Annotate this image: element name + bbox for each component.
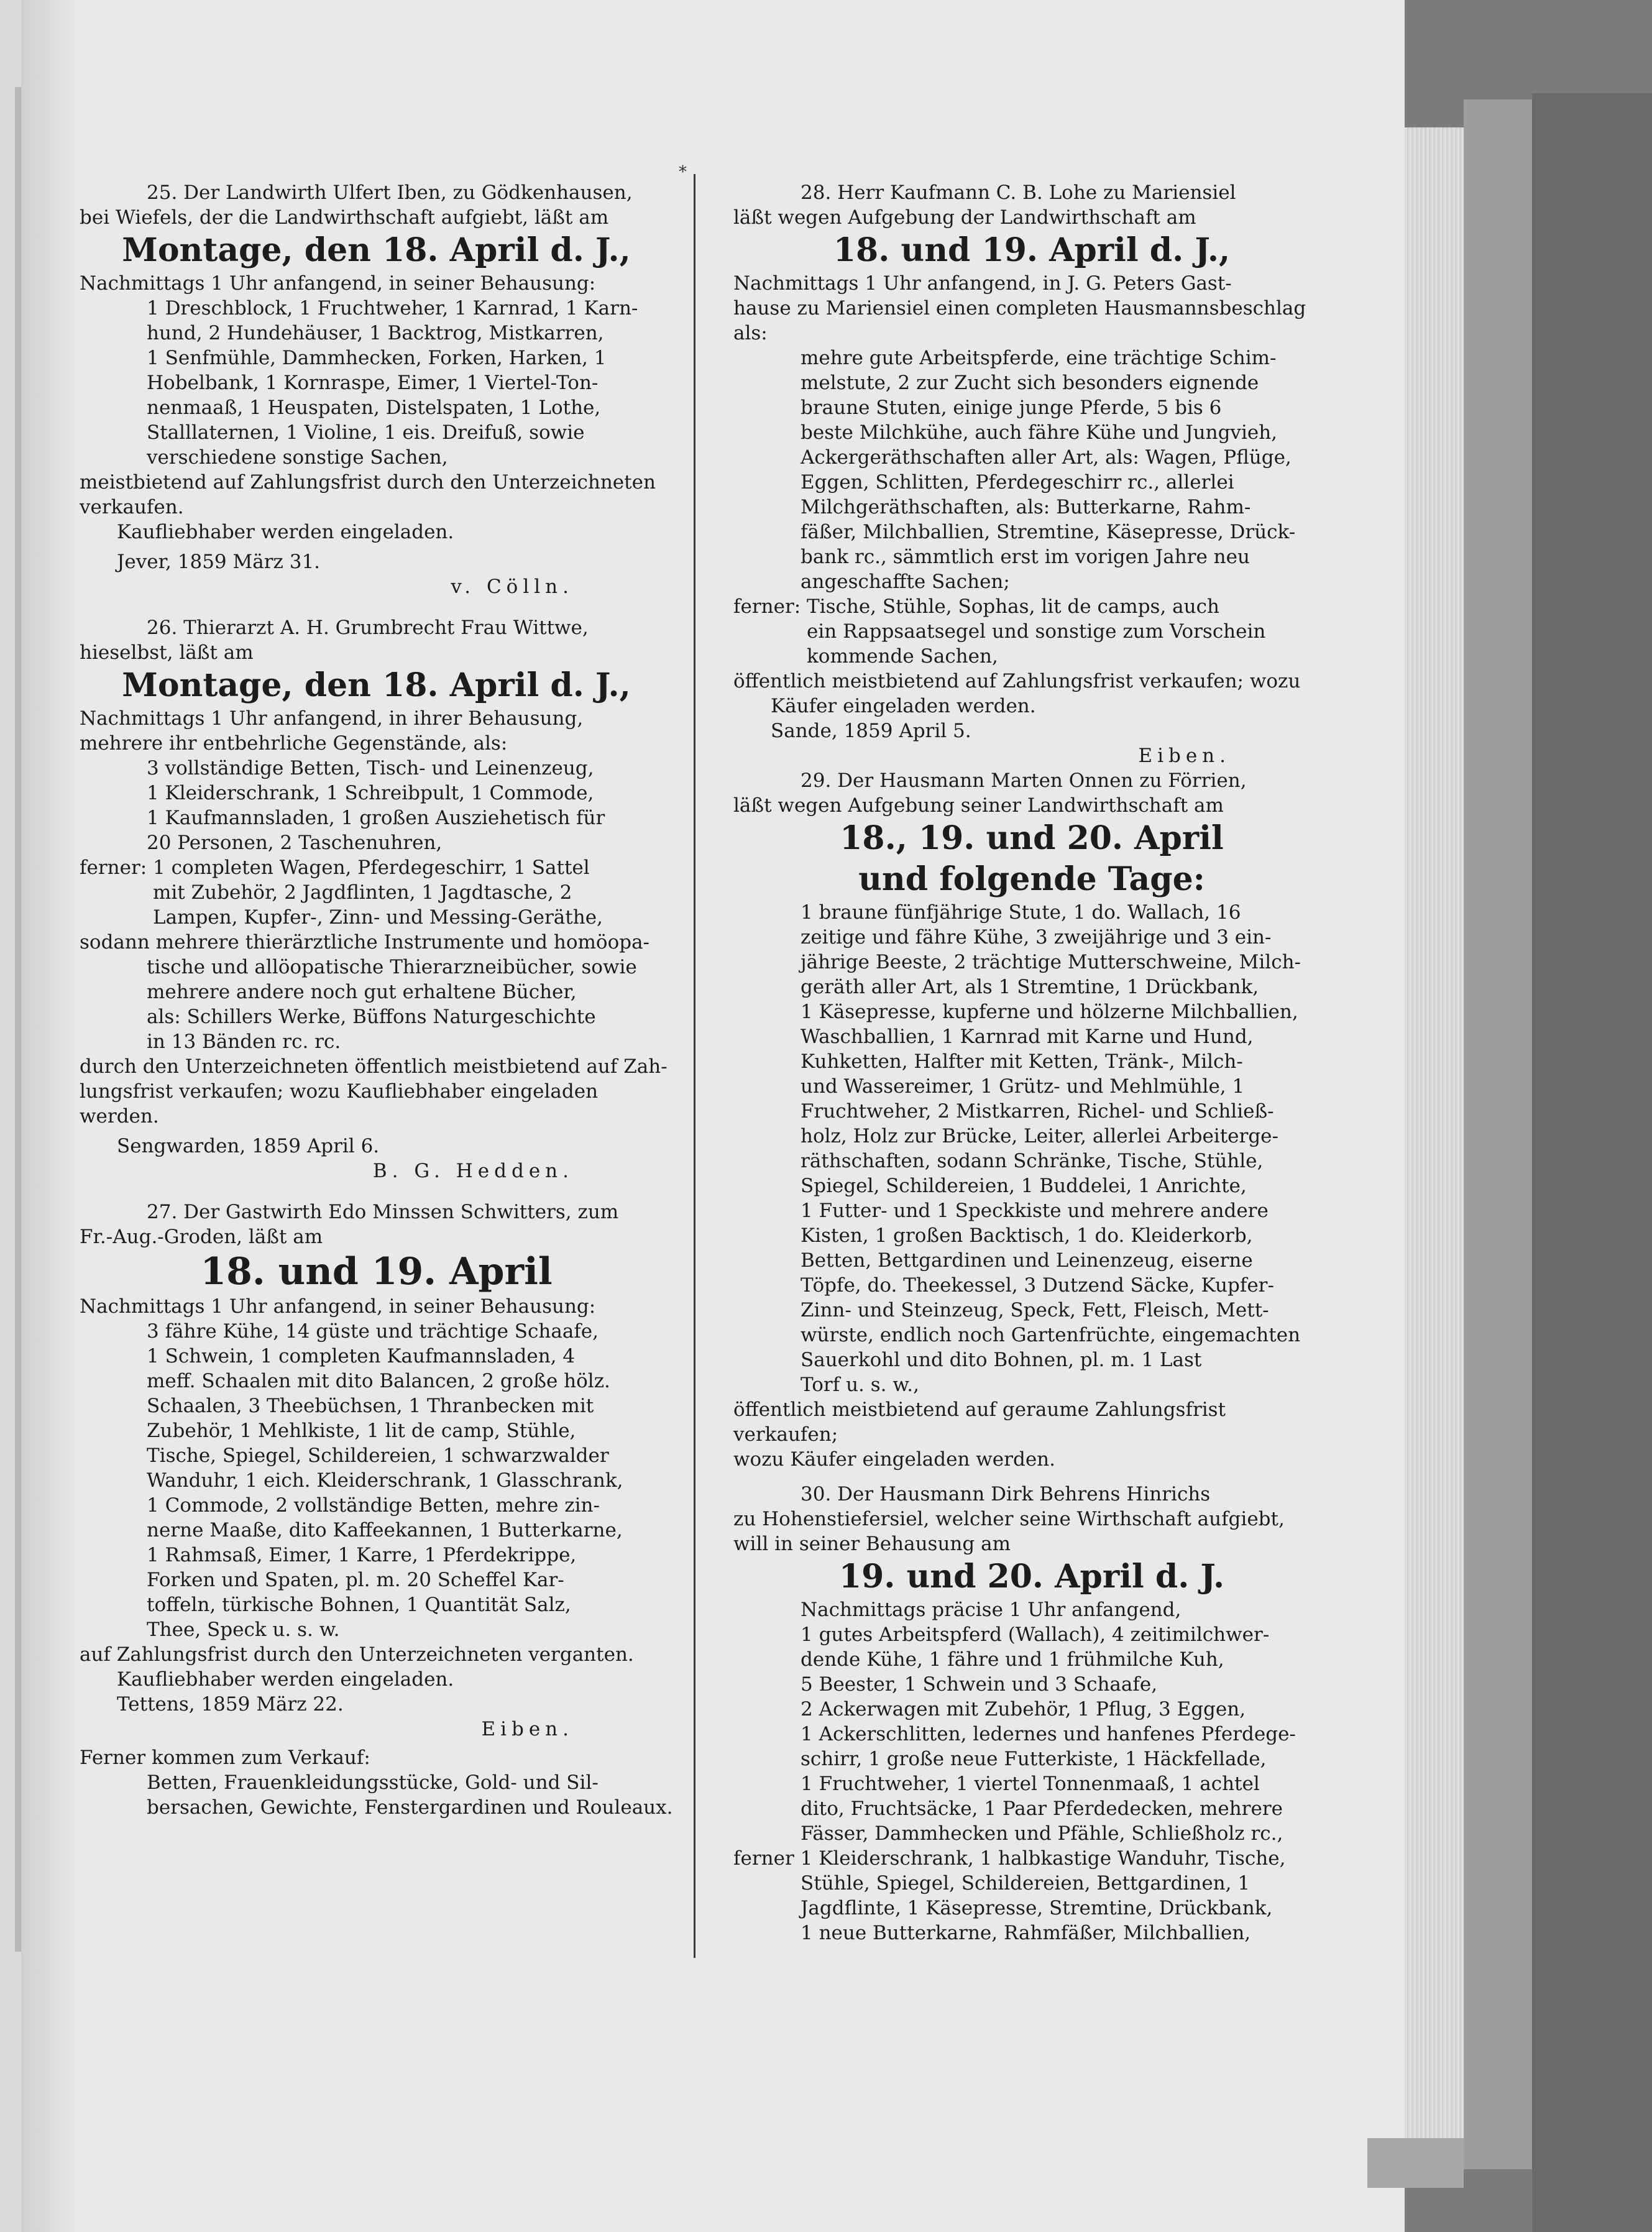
notice-time: Nachmittags 1 Uhr anfangend, in seiner Behausung: [80,272,596,295]
notice-time: Nachmittags 1 Uhr anfangend, in J. G. Peters Gast- [733,272,1232,295]
notice-signature: Eiben. [481,1718,574,1740]
item-line: 1 gutes Arbeitspferd (Wallach), 4 zeitimilchwer- [801,1623,1270,1646]
item-line: 1 Dreschblock, 1 Fruchtweher, 1 Karnrad, 1 Karn- [147,297,638,319]
item-line: dende Kühe, 1 fähre und 1 frühmilche Kuh, [801,1648,1224,1671]
notice-29 [733,768,1330,1472]
notice-items [733,900,1330,1397]
notice-intro: 30. Der Hausmann Dirk Behrens Hinrichs [801,1483,1211,1505]
notice-time: Nachmittags präcise 1 Uhr anfangend, [801,1599,1182,1621]
notice-items [733,346,1330,594]
closing-line: durch den Unterzeichneten öffentlich meistbietend auf Zah- [80,1055,668,1078]
extra-title: Ferner kommen zum Verkauf: [80,1747,370,1769]
item-line: jährige Beeste, 2 trächtige Mutterschweine, Milch- [801,951,1301,973]
item-line: meff. Schaalen mit dito Balancen, 2 große hölz. [147,1370,610,1392]
item-line: Kuhketten, Halfter mit Ketten, Tränk-, Milch- [801,1050,1243,1073]
item-line: kommende Sachen, [807,645,998,668]
notice-intro: Fr.-Aug.-Groden, läßt am [80,1226,323,1248]
item-line: Betten, Frauenkleidungsstücke, Gold- und Sil- [147,1771,599,1794]
item-line: Schaalen, 3 Theebüchsen, 1 Thranbecken mit [147,1395,594,1417]
item-line: Forken und Spaten, pl. m. 20 Scheffel Kar- [147,1569,564,1591]
item-line: mehrere andere noch gut erhaltene Bücher, [147,981,577,1003]
closing-line: öffentlich meistbietend auf geraume Zahlungsfrist verkaufen; [733,1398,1226,1446]
item-line: bank rc., sämmtlich erst im vorigen Jahre neu [801,546,1250,568]
item-line: braune Stuten, einige junge Pferde, 5 bis 6 [801,397,1222,419]
item-line: Tische, Stühle, Sophas, lit de camps, auch [807,595,1219,618]
closing-line: werden. [80,1105,159,1127]
item-line: 1 Futter- und 1 Speckkiste und mehrere andere [801,1200,1269,1222]
ferner-block [733,594,1330,669]
item-line: Spiegel, Schildereien, 1 Buddelei, 1 Anrichte, [801,1175,1247,1197]
notice-time: als: [733,322,768,344]
item-line: Zinn- und Steinzeug, Speck, Fett, Fleisch, Mett- [801,1299,1269,1321]
item-line: Töpfe, do. Theekessel, 3 Dutzend Säcke, Kupfer- [801,1274,1274,1297]
item-line: Sauerkohl und dito Bohnen, pl. m. 1 Last [801,1349,1202,1371]
item-line: 1 Ackerschlitten, ledernes und hanfenes Pferdege- [801,1723,1296,1745]
notice-intro: läßt wegen Aufgebung seiner Landwirthschaft am [733,794,1224,817]
item-line: bersachen, Gewichte, Fenstergardinen und Rouleaux. [147,1796,673,1819]
item-line: melstute, 2 zur Zucht sich besonders eignende [801,372,1259,394]
item-line: Hobelbank, 1 Kornraspe, Eimer, 1 Viertel-Ton- [147,372,599,394]
item-line: Stalllaternen, 1 Violine, 1 eis. Dreifuß, sowie [147,421,585,444]
notice-place-date: Jever, 1859 März 31. [117,551,321,573]
notice-date-heading: Montage, den 18. April d. J., [122,666,631,704]
notice-place-date: Tettens, 1859 März 22. [117,1693,344,1715]
item-line: ferner 1 Kleiderschrank, 1 halbkastige Wanduhr, Tische, [733,1847,1286,1870]
item-line: angeschaffte Sachen; [801,571,1010,593]
item-line: Betten, Bettgardinen und Leinenzeug, eiserne [801,1249,1253,1272]
notice-place-date: Sande, 1859 April 5. [771,720,971,742]
item-line: würste, endlich noch Gartenfrüchte, eingemachten [801,1324,1301,1346]
item-line: holz, Holz zur Brücke, Leiter, allerlei Arbeiterge- [801,1125,1278,1147]
notice-time: Nachmittags 1 Uhr anfangend, in ihrer Behausung, [80,707,584,730]
item-line: nenmaaß, 1 Heuspaten, Distelspaten, 1 Lothe, [147,397,601,419]
item-line: 1 completen Wagen, Pferdegeschirr, 1 Sattel [153,857,590,879]
item-line: nerne Maaße, dito Kaffeekannen, 1 Butterkarne, [147,1519,623,1541]
notice-intro: bei Wiefels, der die Landwirthschaft aufgiebt, läßt am [80,206,609,229]
item-line: Jagdflinte, 1 Käsepresse, Stremtine, Drückbank, [801,1897,1273,1919]
right-column [733,180,1330,1945]
item-line: sodann mehrere thierärztliche Instrumente und homöopa- [80,931,650,953]
item-line: Stühle, Spiegel, Schildereien, Bettgardinen, 1 [801,1872,1250,1894]
item-line: dito, Fruchtsäcke, 1 Paar Pferdedecken, mehrere [801,1798,1283,1820]
page-gutter [21,0,77,2232]
left-column [80,180,673,1820]
item-line: toffeln, türkische Bohnen, 1 Quantität Salz, [147,1594,571,1616]
notice-intro: zu Hohenstiefersiel, welcher seine Wirthschaft aufgiebt, [733,1508,1285,1530]
notice-signature: Eiben. [1138,745,1231,767]
item-line: schirr, 1 große neue Futterkiste, 1 Häckfellade, [801,1748,1267,1770]
item-line: Eggen, Schlitten, Pferdegeschirr rc., allerlei [801,471,1234,494]
item-line: mehre gute Arbeitspferde, eine trächtige Schim- [801,347,1277,369]
item-line: 3 fähre Kühe, 14 güste und trächtige Schaafe, [147,1320,599,1343]
column-rule [694,174,695,1958]
notice-27 [80,1200,673,1820]
item-line: in 13 Bänden rc. rc. [147,1031,341,1053]
closing-line: Kaufliebhaber werden eingeladen. [117,521,454,543]
book-cover-edge [1464,99,1532,2169]
notice-place-date: Sengwarden, 1859 April 6. [117,1135,380,1157]
notice-signature: B. G. Hedden. [372,1160,574,1182]
item-line: 5 Beester, 1 Schwein und 3 Schaafe, [801,1673,1158,1696]
ferner-block [80,855,673,930]
stray-mark: * [679,163,687,181]
notice-intro: 28. Herr Kaufmann C. B. Lohe zu Mariensiel [801,181,1236,204]
item-line: verschiedene sonstige Sachen, [147,446,448,469]
notice-time: hause zu Mariensiel einen completen Hausmannsbeschlag [733,297,1306,319]
item-line: Kisten, 1 großen Backtisch, 1 do. Kleiderkorb, [801,1224,1253,1247]
item-line: 1 Kaufmannsladen, 1 großen Ausziehetisch für [147,807,605,829]
notice-intro: 27. Der Gastwirth Edo Minssen Schwitters, zum [147,1201,619,1223]
notice-date-heading: 18., 19. und 20. April [840,819,1224,857]
item-line: 1 Kleiderschrank, 1 Schreibpult, 1 Commode, [147,782,594,804]
notice-items [733,1871,1330,1945]
closing-line: Kaufliebhaber werden eingeladen. [117,1668,454,1691]
notice-30 [733,1482,1330,1945]
notice-time: mehrere ihr entbehrliche Gegenstände, als: [80,732,508,755]
notice-date-heading: 18. und 19. April d. J., [833,231,1231,269]
item-line: Tische, Spiegel, Schildereien, 1 schwarzwalder [147,1444,609,1467]
book-cover [1532,93,1652,2232]
notice-date-heading: 19. und 20. April d. J. [838,1558,1225,1596]
notice-date-heading: Montage, den 18. April d. J., [122,231,631,269]
item-line: beste Milchkühe, auch fähre Kühe und Jungvieh, [801,421,1278,444]
item-line: zeitige und fähre Kühe, 3 zweijährige und 3 ein- [801,926,1272,948]
notice-items [80,756,673,855]
item-line: Milchgeräthschaften, als: Butterkarne, Rahm- [801,496,1251,518]
item-line: 1 Fruchtweher, 1 viertel Tonnenmaaß, 1 achtel [801,1773,1260,1795]
item-line: Fässer, Dammhecken und Pfähle, Schließholz rc., [801,1822,1283,1845]
page-block-edges [1405,127,1464,2185]
notice-25 [80,180,673,599]
page-block-bottom [1367,2138,1464,2188]
item-line: 1 Schwein, 1 completen Kaufmannsladen, 4 [147,1345,576,1367]
item-line: Fruchtweher, 2 Mistkarren, Richel- und Schließ- [801,1100,1274,1123]
item-line: 2 Ackerwagen mit Zubehör, 1 Pflug, 3 Eggen, [801,1698,1246,1720]
ferner-label: ferner: [733,595,801,618]
item-line: 1 Commode, 2 vollständige Betten, mehre zin- [147,1494,600,1517]
item-line: Wanduhr, 1 eich. Kleiderschrank, 1 Glasschrank, [147,1469,623,1492]
item-line: Zubehör, 1 Mehlkiste, 1 lit de camp, Stühle, [147,1420,576,1442]
item-line: Lampen, Kupfer-, Zinn- und Messing-Geräthe, [153,906,603,929]
notice-28 [733,180,1330,768]
item-line: 1 Rahmsaß, Eimer, 1 Karre, 1 Pferdekrippe, [147,1544,577,1566]
item-line: 3 vollständige Betten, Tisch- und Leinenzeug, [147,757,594,779]
closing-line: Käufer eingeladen werden. [771,695,1036,717]
item-line: geräth aller Art, als 1 Stremtine, 1 Drückbank, [801,976,1259,998]
item-line: mit Zubehör, 2 Jagdflinten, 1 Jagdtasche, 2 [153,881,572,904]
closing-line: verkaufen. [80,496,184,518]
notice-intro: hieselbst, läßt am [80,641,254,664]
notice-intro: 25. Der Landwirth Ulfert Iben, zu Gödkenhausen, [147,181,633,204]
notice-intro: 26. Thierarzt A. H. Grumbrecht Frau Wittwe, [147,617,589,639]
notice-intro: will in seiner Behausung am [733,1533,1011,1555]
item-line: 20 Personen, 2 Taschenuhren, [147,832,443,854]
notice-items [733,1622,1330,1846]
notice-time: Nachmittags 1 Uhr anfangend, in seiner Behausung: [80,1295,596,1318]
closing-line: meistbietend auf Zahlungsfrist durch den Unterzeichneten [80,471,656,494]
item-line: hund, 2 Hundehäuser, 1 Backtrog, Mistkarren, [147,322,604,344]
item-line: Thee, Speck u. s. w. [147,1619,340,1641]
item-line: 1 neue Butterkarne, Rahmfäßer, Milchballien, [801,1922,1251,1944]
item-line: fäßer, Milchballien, Stremtine, Käsepresse, Drück- [801,521,1296,543]
item-line: Ackergeräthschaften aller Art, als: Wagen, Pflüge, [801,446,1292,469]
closing-line: öffentlich meistbietend auf Zahlungsfrist verkaufen; wozu [733,670,1301,692]
notice-items [80,955,673,1054]
item-line: als: Schillers Werke, Büffons Naturgeschichte [147,1006,596,1028]
notice-intro: läßt wegen Aufgebung der Landwirthschaft am [733,206,1196,229]
previous-page-shadow [15,87,21,1952]
item-line: räthschaften, sodann Schränke, Tische, Stühle, [801,1150,1264,1172]
closing-line: lungsfrist verkaufen; wozu Kaufliebhaber eingeladen [80,1080,599,1103]
item-line: und Wassereimer, 1 Grütz- und Mehlmühle, 1 [801,1075,1245,1098]
ferner-label: ferner: [80,857,147,879]
item-line: ein Rappsaatsegel und sonstige zum Vorschein [807,620,1266,643]
extra-items [80,1770,673,1820]
notice-items [80,1319,673,1642]
item-line: 1 Senfmühle, Dammhecken, Forken, Harken, 1 [147,347,607,369]
notice-intro: 29. Der Hausmann Marten Onnen zu Förrien, [801,769,1247,792]
notice-date-heading: und folgende Tage: [858,860,1205,898]
closing-line: auf Zahlungsfrist durch den Unterzeichneten verganten. [80,1643,634,1666]
notice-date-heading: 18. und 19. April [200,1250,553,1293]
notice-signature: v. Cölln. [451,576,574,598]
item-line: 1 braune fünfjährige Stute, 1 do. Wallach, 16 [801,901,1241,924]
closing-line: wozu Käufer eingeladen werden. [733,1448,1055,1471]
item-line: 1 Käsepresse, kupferne und hölzerne Milchballien, [801,1001,1298,1023]
item-line: tische und allöopatische Thierarzneibücher, sowie [147,956,637,978]
notice-26 [80,615,673,1183]
item-line: Waschballien, 1 Karnrad mit Karne und Hund, [801,1026,1254,1048]
notice-items [80,296,673,470]
item-line: Torf u. s. w., [801,1374,919,1396]
